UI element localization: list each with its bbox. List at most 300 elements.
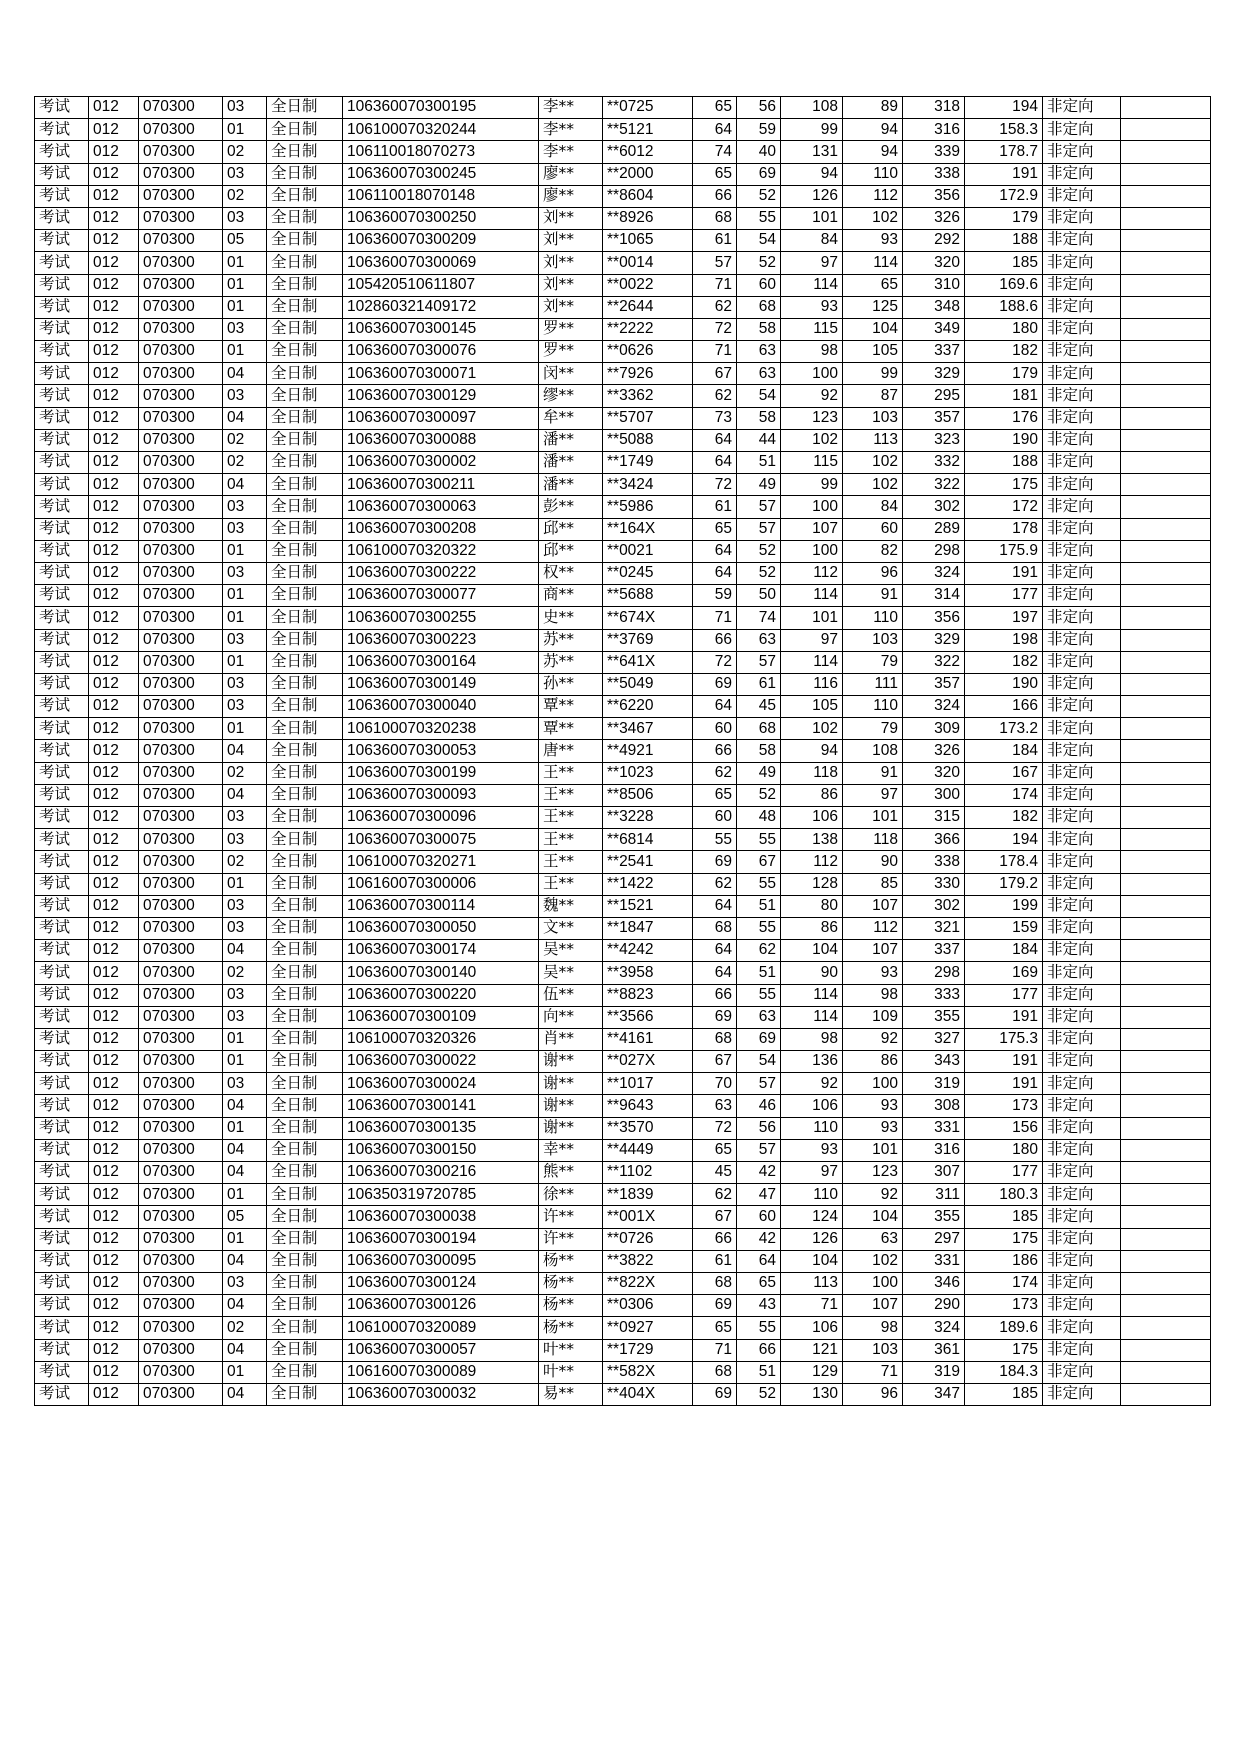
cell-study-mode: 全日制 [267, 1206, 343, 1228]
cell-id-number: **5986 [603, 496, 693, 518]
cell-score-subject3: 97 [781, 1162, 843, 1184]
cell-name: 吴** [539, 940, 603, 962]
cell-score-english: 55 [737, 1317, 781, 1339]
cell-study-mode: 全日制 [267, 1184, 343, 1206]
cell-direction-code: 03 [223, 1006, 267, 1028]
cell-score-subject3: 86 [781, 784, 843, 806]
cell-major-code: 070300 [139, 829, 223, 851]
cell-score-retest: 178.4 [965, 851, 1043, 873]
cell-college-code: 012 [89, 607, 139, 629]
cell-study-mode: 全日制 [267, 562, 343, 584]
cell-score-total: 311 [903, 1184, 965, 1206]
cell-college-code: 012 [89, 1339, 139, 1361]
cell-score-subject3: 102 [781, 429, 843, 451]
cell-funding-category: 非定向 [1043, 1051, 1121, 1073]
cell-score-english: 51 [737, 452, 781, 474]
cell-score-subject4: 111 [843, 673, 903, 695]
cell-score-politics: 69 [693, 1295, 737, 1317]
cell-score-politics: 61 [693, 496, 737, 518]
cell-score-total: 307 [903, 1162, 965, 1184]
cell-name: 牟** [539, 407, 603, 429]
cell-note [1121, 1206, 1211, 1228]
cell-direction-code: 03 [223, 562, 267, 584]
cell-major-code: 070300 [139, 962, 223, 984]
cell-name: 许** [539, 1206, 603, 1228]
cell-score-subject3: 126 [781, 1228, 843, 1250]
cell-score-english: 51 [737, 1361, 781, 1383]
cell-major-code: 070300 [139, 851, 223, 873]
cell-score-subject3: 97 [781, 629, 843, 651]
cell-study-mode: 全日制 [267, 962, 343, 984]
cell-study-mode: 全日制 [267, 1339, 343, 1361]
cell-study-mode: 全日制 [267, 474, 343, 496]
cell-score-english: 63 [737, 1006, 781, 1028]
cell-score-subject3: 94 [781, 740, 843, 762]
cell-score-total: 361 [903, 1339, 965, 1361]
cell-study-mode: 全日制 [267, 829, 343, 851]
cell-major-code: 070300 [139, 540, 223, 562]
cell-score-retest: 175.3 [965, 1028, 1043, 1050]
cell-exam-number: 106360070300164 [343, 651, 539, 673]
cell-score-subject4: 125 [843, 296, 903, 318]
cell-major-code: 070300 [139, 1361, 223, 1383]
cell-college-code: 012 [89, 784, 139, 806]
cell-exam-number: 106360070300194 [343, 1228, 539, 1250]
cell-score-total: 366 [903, 829, 965, 851]
cell-score-retest: 177 [965, 585, 1043, 607]
cell-direction-code: 04 [223, 1339, 267, 1361]
table-row [35, 1250, 1211, 1272]
cell-college-code: 012 [89, 1006, 139, 1028]
cell-score-subject4: 63 [843, 1228, 903, 1250]
cell-score-english: 55 [737, 207, 781, 229]
cell-exam-type: 考试 [35, 1051, 89, 1073]
cell-note [1121, 1228, 1211, 1250]
cell-score-subject3: 104 [781, 1250, 843, 1272]
cell-score-retest: 173 [965, 1095, 1043, 1117]
cell-study-mode: 全日制 [267, 1317, 343, 1339]
cell-major-code: 070300 [139, 917, 223, 939]
cell-exam-number: 106360070300149 [343, 673, 539, 695]
cell-score-subject4: 100 [843, 1073, 903, 1095]
cell-study-mode: 全日制 [267, 940, 343, 962]
cell-score-english: 60 [737, 1206, 781, 1228]
cell-exam-number: 106360070300093 [343, 784, 539, 806]
cell-exam-type: 考试 [35, 873, 89, 895]
cell-score-total: 326 [903, 740, 965, 762]
cell-score-subject3: 124 [781, 1206, 843, 1228]
cell-score-english: 66 [737, 1339, 781, 1361]
cell-exam-type: 考试 [35, 829, 89, 851]
cell-id-number: **1729 [603, 1339, 693, 1361]
cell-major-code: 070300 [139, 629, 223, 651]
cell-funding-category: 非定向 [1043, 230, 1121, 252]
cell-score-retest: 179 [965, 363, 1043, 385]
cell-score-subject3: 106 [781, 1317, 843, 1339]
cell-funding-category: 非定向 [1043, 452, 1121, 474]
cell-score-retest: 173.2 [965, 718, 1043, 740]
cell-college-code: 012 [89, 651, 139, 673]
cell-funding-category: 非定向 [1043, 585, 1121, 607]
cell-score-subject4: 100 [843, 1272, 903, 1294]
cell-funding-category: 非定向 [1043, 740, 1121, 762]
cell-study-mode: 全日制 [267, 917, 343, 939]
cell-score-politics: 64 [693, 696, 737, 718]
cell-score-english: 43 [737, 1295, 781, 1317]
cell-score-english: 74 [737, 607, 781, 629]
cell-study-mode: 全日制 [267, 1051, 343, 1073]
cell-direction-code: 01 [223, 651, 267, 673]
table-row [35, 496, 1211, 518]
table-row [35, 540, 1211, 562]
cell-direction-code: 01 [223, 296, 267, 318]
cell-major-code: 070300 [139, 1339, 223, 1361]
cell-exam-number: 106360070300022 [343, 1051, 539, 1073]
cell-score-retest: 179.2 [965, 873, 1043, 895]
cell-score-total: 343 [903, 1051, 965, 1073]
cell-college-code: 012 [89, 1095, 139, 1117]
cell-exam-type: 考试 [35, 962, 89, 984]
cell-college-code: 012 [89, 1117, 139, 1139]
cell-note [1121, 651, 1211, 673]
cell-id-number: **6012 [603, 141, 693, 163]
cell-score-subject4: 103 [843, 407, 903, 429]
cell-college-code: 012 [89, 1317, 139, 1339]
cell-funding-category: 非定向 [1043, 252, 1121, 274]
table-row [35, 807, 1211, 829]
cell-name: 杨** [539, 1272, 603, 1294]
cell-score-politics: 71 [693, 341, 737, 363]
cell-id-number: **0726 [603, 1228, 693, 1250]
cell-score-total: 346 [903, 1272, 965, 1294]
table-row [35, 1139, 1211, 1161]
cell-exam-type: 考试 [35, 1117, 89, 1139]
cell-exam-type: 考试 [35, 496, 89, 518]
cell-score-subject4: 103 [843, 629, 903, 651]
cell-exam-type: 考试 [35, 363, 89, 385]
cell-name: 覃** [539, 696, 603, 718]
cell-score-retest: 184 [965, 740, 1043, 762]
cell-note [1121, 1339, 1211, 1361]
cell-score-total: 324 [903, 562, 965, 584]
cell-note [1121, 540, 1211, 562]
cell-score-english: 57 [737, 651, 781, 673]
cell-name: 刘** [539, 252, 603, 274]
cell-funding-category: 非定向 [1043, 851, 1121, 873]
cell-exam-type: 考试 [35, 230, 89, 252]
cell-study-mode: 全日制 [267, 629, 343, 651]
cell-id-number: **4161 [603, 1028, 693, 1050]
cell-score-subject4: 92 [843, 1184, 903, 1206]
cell-score-english: 49 [737, 474, 781, 496]
cell-study-mode: 全日制 [267, 1139, 343, 1161]
cell-major-code: 070300 [139, 1184, 223, 1206]
cell-score-total: 315 [903, 807, 965, 829]
cell-name: 邱** [539, 540, 603, 562]
cell-exam-number: 106360070300245 [343, 163, 539, 185]
cell-score-total: 355 [903, 1206, 965, 1228]
cell-major-code: 070300 [139, 318, 223, 340]
cell-funding-category: 非定向 [1043, 1383, 1121, 1405]
cell-score-retest: 174 [965, 784, 1043, 806]
cell-direction-code: 03 [223, 984, 267, 1006]
cell-id-number: **0022 [603, 274, 693, 296]
cell-note [1121, 385, 1211, 407]
cell-funding-category: 非定向 [1043, 1272, 1121, 1294]
cell-name: 唐** [539, 740, 603, 762]
cell-score-retest: 197 [965, 607, 1043, 629]
cell-score-english: 51 [737, 895, 781, 917]
cell-name: 潘** [539, 452, 603, 474]
cell-score-retest: 194 [965, 829, 1043, 851]
cell-exam-type: 考试 [35, 1317, 89, 1339]
table-row [35, 740, 1211, 762]
cell-funding-category: 非定向 [1043, 784, 1121, 806]
cell-score-politics: 64 [693, 962, 737, 984]
cell-score-english: 57 [737, 1073, 781, 1095]
cell-score-subject3: 100 [781, 540, 843, 562]
cell-score-subject4: 113 [843, 429, 903, 451]
cell-major-code: 070300 [139, 429, 223, 451]
cell-funding-category: 非定向 [1043, 696, 1121, 718]
cell-score-total: 321 [903, 917, 965, 939]
cell-id-number: **8604 [603, 185, 693, 207]
cell-major-code: 070300 [139, 762, 223, 784]
cell-exam-number: 106360070300096 [343, 807, 539, 829]
cell-college-code: 012 [89, 585, 139, 607]
cell-funding-category: 非定向 [1043, 1317, 1121, 1339]
cell-funding-category: 非定向 [1043, 873, 1121, 895]
table-row [35, 1028, 1211, 1050]
cell-exam-number: 106160070300089 [343, 1361, 539, 1383]
cell-college-code: 012 [89, 318, 139, 340]
table-row [35, 230, 1211, 252]
cell-score-total: 295 [903, 385, 965, 407]
cell-score-subject4: 102 [843, 207, 903, 229]
cell-exam-number: 106110018070273 [343, 141, 539, 163]
cell-note [1121, 1250, 1211, 1272]
cell-exam-type: 考试 [35, 940, 89, 962]
cell-score-subject3: 131 [781, 141, 843, 163]
cell-score-retest: 181 [965, 385, 1043, 407]
cell-score-politics: 68 [693, 1272, 737, 1294]
cell-score-total: 300 [903, 784, 965, 806]
cell-name: 易** [539, 1383, 603, 1405]
cell-id-number: **2541 [603, 851, 693, 873]
cell-name: 熊** [539, 1162, 603, 1184]
cell-score-total: 292 [903, 230, 965, 252]
cell-score-english: 56 [737, 1117, 781, 1139]
cell-score-politics: 62 [693, 762, 737, 784]
cell-study-mode: 全日制 [267, 1272, 343, 1294]
cell-score-subject3: 104 [781, 940, 843, 962]
cell-exam-number: 102860321409172 [343, 296, 539, 318]
cell-major-code: 070300 [139, 230, 223, 252]
cell-funding-category: 非定向 [1043, 185, 1121, 207]
cell-name: 缪** [539, 385, 603, 407]
cell-exam-type: 考试 [35, 119, 89, 141]
cell-major-code: 070300 [139, 1117, 223, 1139]
cell-score-retest: 179 [965, 207, 1043, 229]
cell-score-retest: 173 [965, 1295, 1043, 1317]
cell-funding-category: 非定向 [1043, 1028, 1121, 1050]
cell-score-retest: 169 [965, 962, 1043, 984]
cell-exam-type: 考试 [35, 1006, 89, 1028]
cell-exam-number: 106360070300063 [343, 496, 539, 518]
cell-exam-type: 考试 [35, 1383, 89, 1405]
cell-score-retest: 184.3 [965, 1361, 1043, 1383]
cell-id-number: **0021 [603, 540, 693, 562]
cell-name: 潘** [539, 429, 603, 451]
cell-college-code: 012 [89, 740, 139, 762]
cell-exam-type: 考试 [35, 296, 89, 318]
cell-score-retest: 166 [965, 696, 1043, 718]
cell-exam-type: 考试 [35, 1228, 89, 1250]
cell-id-number: **1023 [603, 762, 693, 784]
cell-study-mode: 全日制 [267, 452, 343, 474]
cell-major-code: 070300 [139, 1295, 223, 1317]
cell-score-subject4: 96 [843, 1383, 903, 1405]
cell-direction-code: 01 [223, 1228, 267, 1250]
cell-score-english: 42 [737, 1228, 781, 1250]
cell-exam-type: 考试 [35, 1073, 89, 1095]
cell-funding-category: 非定向 [1043, 141, 1121, 163]
cell-exam-type: 考试 [35, 163, 89, 185]
cell-score-subject3: 121 [781, 1339, 843, 1361]
cell-college-code: 012 [89, 984, 139, 1006]
cell-funding-category: 非定向 [1043, 629, 1121, 651]
cell-exam-type: 考试 [35, 1184, 89, 1206]
cell-funding-category: 非定向 [1043, 1117, 1121, 1139]
cell-score-english: 48 [737, 807, 781, 829]
cell-score-subject4: 107 [843, 940, 903, 962]
cell-score-subject4: 118 [843, 829, 903, 851]
cell-score-total: 319 [903, 1073, 965, 1095]
cell-score-subject4: 98 [843, 1317, 903, 1339]
cell-score-retest: 174 [965, 1272, 1043, 1294]
cell-name: 彭** [539, 496, 603, 518]
cell-college-code: 012 [89, 629, 139, 651]
cell-name: 刘** [539, 207, 603, 229]
cell-name: 谢** [539, 1073, 603, 1095]
cell-name: 孙** [539, 673, 603, 695]
cell-score-total: 318 [903, 97, 965, 119]
cell-exam-number: 106360070300124 [343, 1272, 539, 1294]
cell-exam-type: 考试 [35, 784, 89, 806]
cell-score-subject3: 114 [781, 274, 843, 296]
cell-score-english: 57 [737, 496, 781, 518]
cell-score-subject3: 105 [781, 696, 843, 718]
cell-score-retest: 191 [965, 163, 1043, 185]
cell-major-code: 070300 [139, 97, 223, 119]
cell-score-politics: 45 [693, 1162, 737, 1184]
cell-exam-type: 考试 [35, 629, 89, 651]
cell-college-code: 012 [89, 141, 139, 163]
cell-study-mode: 全日制 [267, 185, 343, 207]
cell-study-mode: 全日制 [267, 252, 343, 274]
cell-major-code: 070300 [139, 651, 223, 673]
cell-score-total: 323 [903, 429, 965, 451]
cell-direction-code: 04 [223, 1295, 267, 1317]
cell-score-english: 62 [737, 940, 781, 962]
cell-direction-code: 03 [223, 385, 267, 407]
cell-score-total: 320 [903, 762, 965, 784]
cell-college-code: 012 [89, 1051, 139, 1073]
cell-exam-number: 106360070300199 [343, 762, 539, 784]
cell-exam-number: 106360070300195 [343, 97, 539, 119]
cell-score-subject4: 103 [843, 1339, 903, 1361]
cell-college-code: 012 [89, 1073, 139, 1095]
cell-score-retest: 182 [965, 807, 1043, 829]
cell-note [1121, 984, 1211, 1006]
cell-score-retest: 186 [965, 1250, 1043, 1272]
cell-score-total: 337 [903, 341, 965, 363]
cell-direction-code: 01 [223, 873, 267, 895]
cell-funding-category: 非定向 [1043, 1339, 1121, 1361]
table-row [35, 429, 1211, 451]
cell-exam-type: 考试 [35, 429, 89, 451]
cell-score-politics: 66 [693, 1228, 737, 1250]
cell-exam-type: 考试 [35, 585, 89, 607]
cell-score-retest: 159 [965, 917, 1043, 939]
cell-note [1121, 1162, 1211, 1184]
cell-note [1121, 1272, 1211, 1294]
cell-study-mode: 全日制 [267, 1162, 343, 1184]
cell-score-retest: 191 [965, 1006, 1043, 1028]
cell-direction-code: 01 [223, 1117, 267, 1139]
cell-score-retest: 178.7 [965, 141, 1043, 163]
cell-funding-category: 非定向 [1043, 1095, 1121, 1117]
cell-score-retest: 175 [965, 1339, 1043, 1361]
cell-name: 刘** [539, 274, 603, 296]
cell-score-subject4: 112 [843, 185, 903, 207]
cell-id-number: **3424 [603, 474, 693, 496]
cell-exam-number: 106360070300216 [343, 1162, 539, 1184]
cell-name: 廖** [539, 163, 603, 185]
cell-exam-number: 106360070300069 [343, 252, 539, 274]
cell-score-retest: 188 [965, 230, 1043, 252]
cell-name: 杨** [539, 1317, 603, 1339]
table-row [35, 940, 1211, 962]
cell-score-subject4: 93 [843, 230, 903, 252]
cell-id-number: **3566 [603, 1006, 693, 1028]
cell-major-code: 070300 [139, 207, 223, 229]
cell-score-politics: 64 [693, 940, 737, 962]
table-row [35, 452, 1211, 474]
cell-score-subject4: 86 [843, 1051, 903, 1073]
cell-score-subject4: 110 [843, 696, 903, 718]
cell-id-number: **5121 [603, 119, 693, 141]
cell-name: 商** [539, 585, 603, 607]
cell-score-english: 63 [737, 629, 781, 651]
cell-exam-type: 考试 [35, 607, 89, 629]
cell-score-subject4: 94 [843, 119, 903, 141]
cell-direction-code: 01 [223, 274, 267, 296]
cell-score-politics: 67 [693, 363, 737, 385]
cell-study-mode: 全日制 [267, 341, 343, 363]
cell-score-subject3: 99 [781, 119, 843, 141]
cell-major-code: 070300 [139, 673, 223, 695]
table-row [35, 784, 1211, 806]
cell-score-politics: 67 [693, 1051, 737, 1073]
cell-funding-category: 非定向 [1043, 296, 1121, 318]
table-row [35, 607, 1211, 629]
cell-major-code: 070300 [139, 1206, 223, 1228]
cell-name: 史** [539, 607, 603, 629]
cell-exam-number: 106360070300209 [343, 230, 539, 252]
cell-note [1121, 496, 1211, 518]
cell-score-total: 298 [903, 962, 965, 984]
